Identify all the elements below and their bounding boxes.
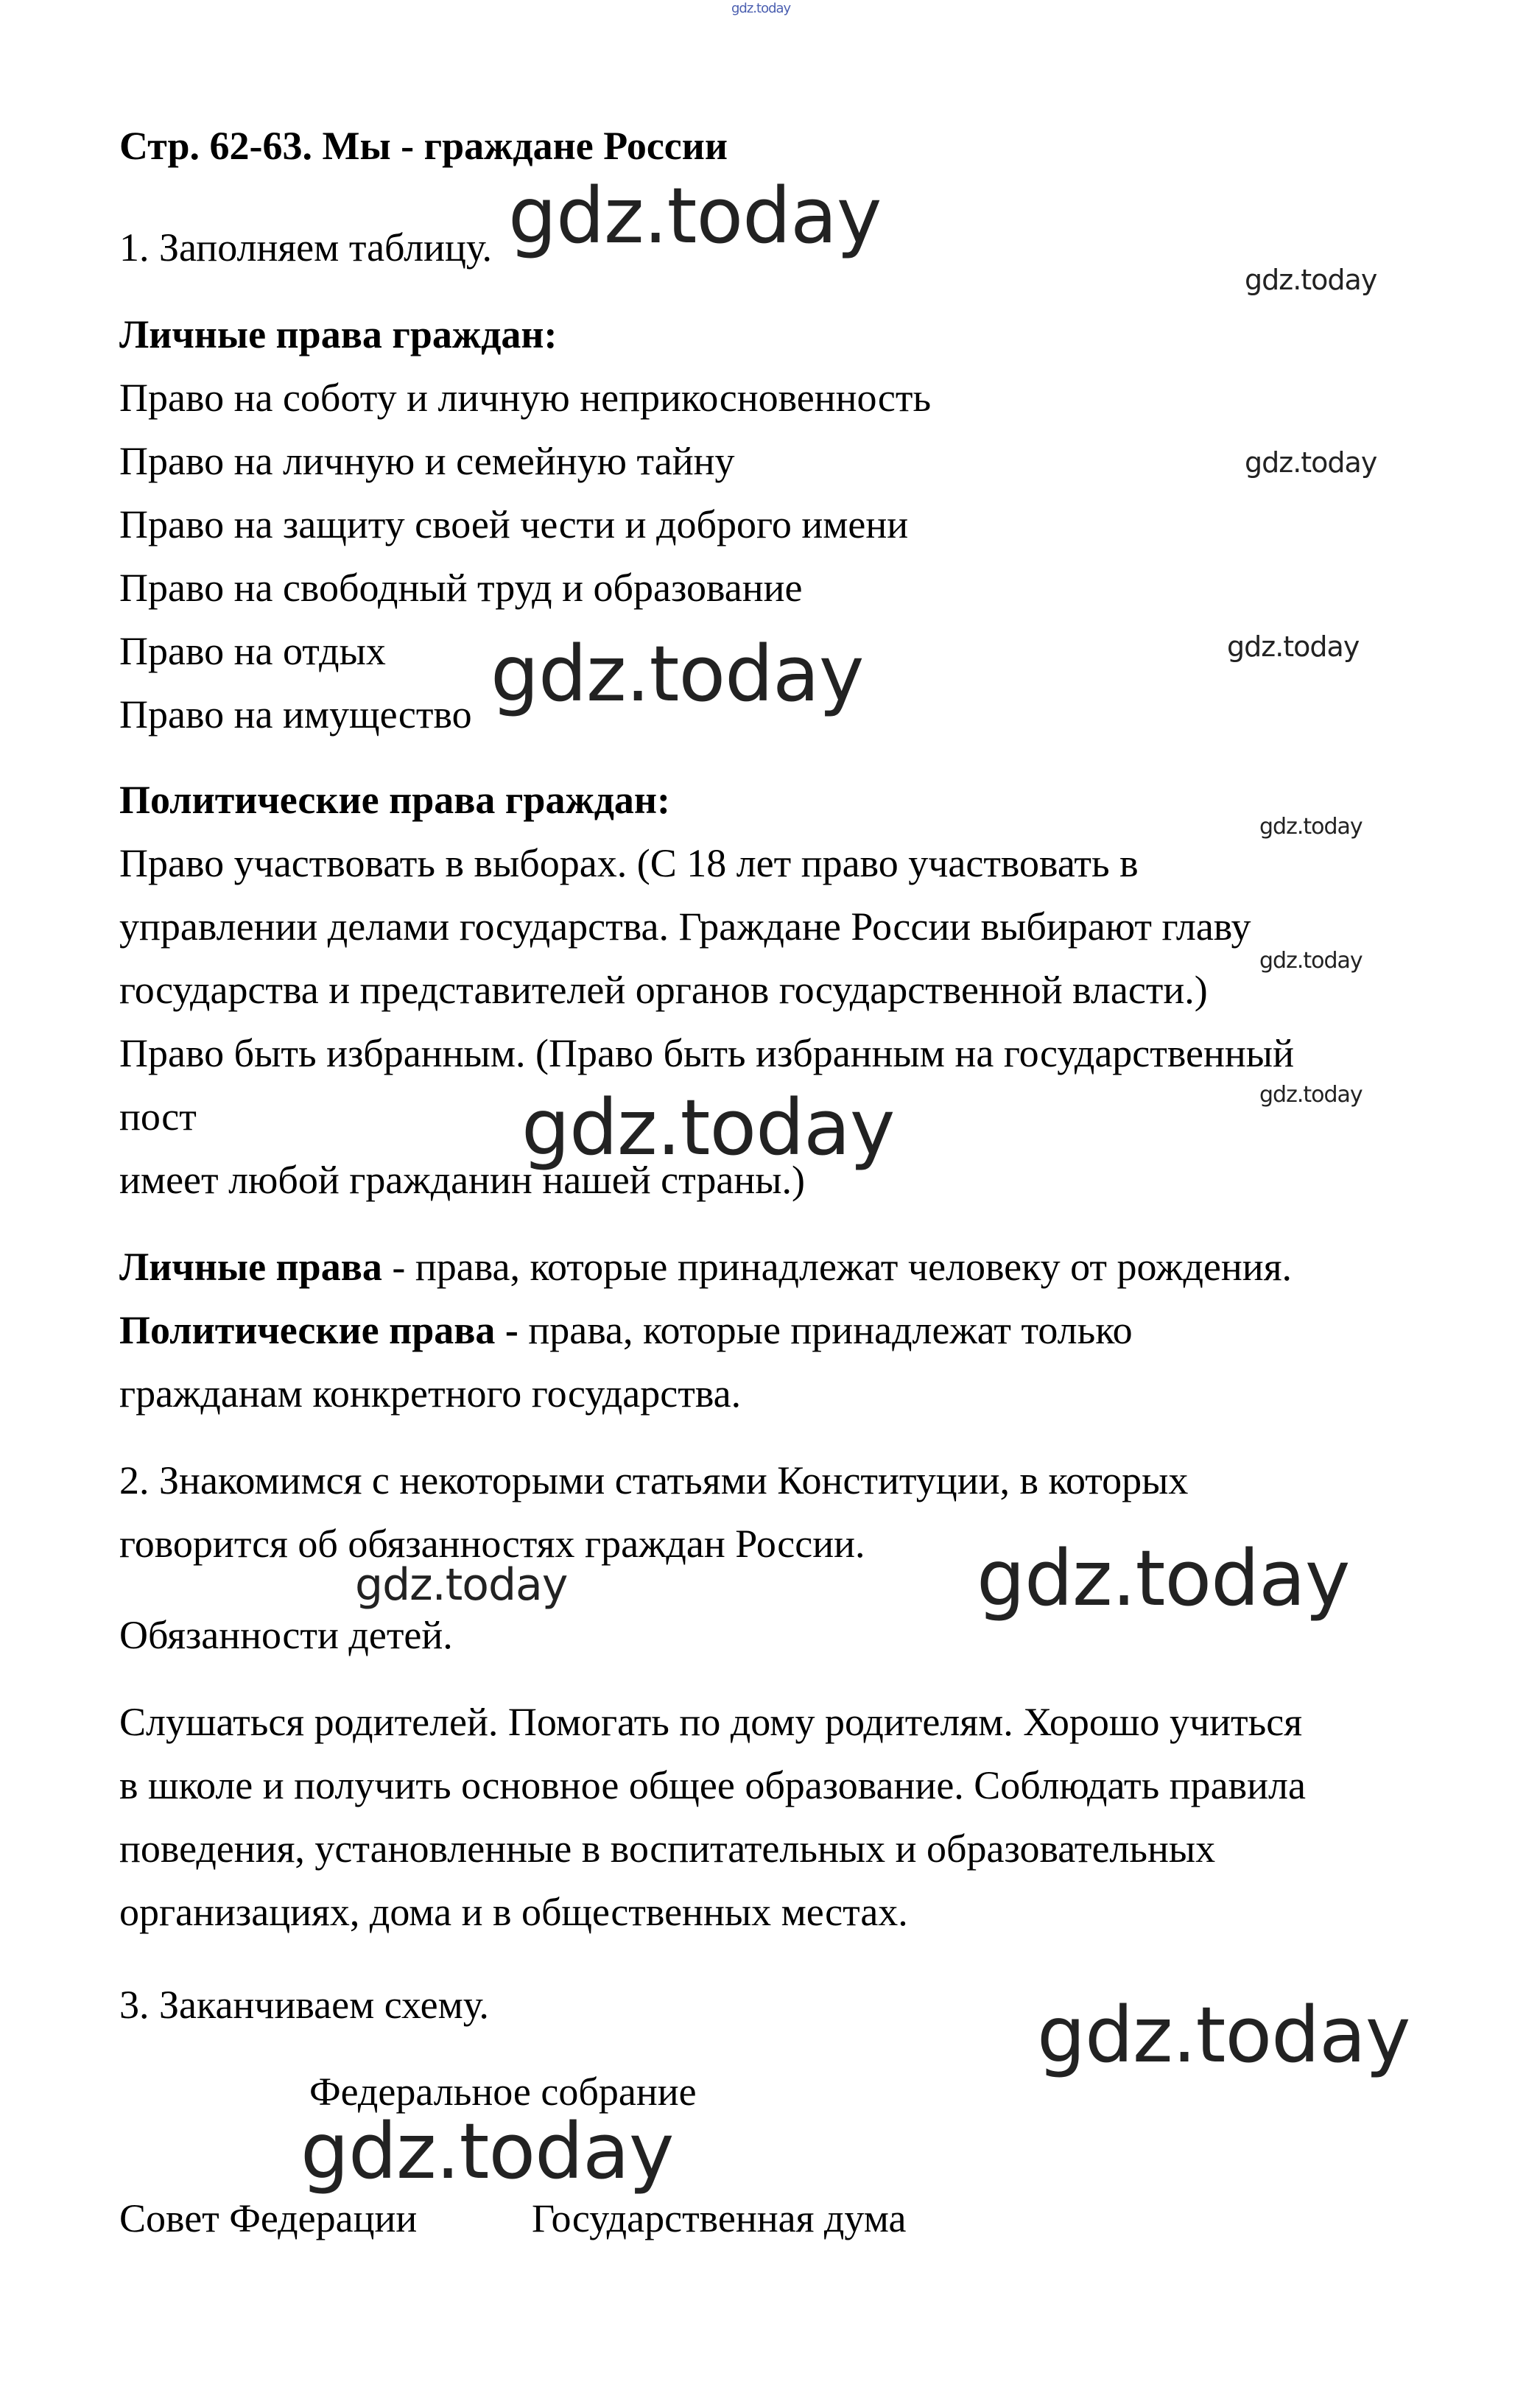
task3-intro: 3. Заканчиваем схему. [119,1983,489,2027]
watermark: gdz.today [1259,1082,1363,1108]
personal-rights-definition [119,1243,1292,1290]
watermark: gdz.today [1259,814,1363,840]
watermark: gdz.today [1245,264,1377,296]
political-rights-line: имеет любой гражданин нашей страны.) [119,1158,805,1202]
watermark: gdz.today [521,1083,895,1173]
definition-term: Личные права [119,1245,382,1289]
task2-intro: говорится об обязанностях граждан России. [119,1522,865,1566]
personal-right-item: Право на свободный труд и образование [119,566,803,610]
task1-intro: 1. Заполняем таблицу. [119,225,493,270]
definition-text: - права, которые принадлежат человеку от рождения. [382,1245,1293,1289]
watermark: gdz.today [977,1533,1350,1623]
personal-right-item: Право на отдых [119,629,386,673]
personal-right-item: Право на имущество [119,692,472,737]
political-rights-line: пост [119,1094,197,1139]
duties-line: Слушаться родителей. Помогать по дому родителям. Хорошо учиться [119,1700,1303,1744]
political-rights-definition-cont: гражданам конкретного государства. [119,1371,742,1416]
duties-heading: Обязанности детей. [119,1613,453,1657]
watermark-top: gdz.today [731,1,791,16]
definition-text: права, которые принадлежат только [518,1308,1133,1352]
political-rights-line: управлении делами государства. Граждане России выбирают главу [119,904,1251,949]
personal-right-item: Право на соботу и личную неприкосновенность [119,376,932,420]
personal-right-item: Право на личную и семейную тайну [119,439,735,483]
definition-term: Политические права - [119,1308,518,1352]
scheme-state-duma: Государственная дума [532,2196,907,2240]
watermark: gdz.today [1227,630,1360,663]
personal-right-item: Право на защиту своей чести и доброго имени [119,502,909,546]
watermark: gdz.today [1037,1990,1410,2080]
watermark: gdz.today [300,2106,674,2196]
watermark: gdz.today [355,1559,568,1611]
scheme-federal-assembly: Федеральное собрание [309,2070,697,2114]
duties-line: поведения, установленные в воспитательных и образовательных [119,1827,1216,1871]
scheme-federation-council: Совет Федерации [119,2196,418,2240]
personal-rights-heading: Личные права граждан: [119,312,558,356]
task2-intro: 2. Знакомимся с некоторыми статьями Конституции, в которых [119,1458,1189,1502]
political-rights-heading: Политические права граждан: [119,778,671,822]
page-title: Стр. 62-63. Мы - граждане России [119,124,728,168]
watermark: gdz.today [1259,948,1363,974]
political-rights-line: государства и представителей органов государственной власти.) [119,968,1208,1012]
duties-line: в школе и получить основное общее образование. Соблюдать правила [119,1763,1306,1807]
watermark: gdz.today [1245,446,1377,479]
watermark: gdz.today [491,629,864,719]
political-rights-line: Право участвовать в выборах. (С 18 лет право участвовать в [119,841,1139,885]
political-rights-definition [119,1307,1133,1354]
duties-line: организациях, дома и в общественных местах. [119,1890,908,1934]
watermark: gdz.today [508,171,882,261]
political-rights-line: Право быть избранным. (Право быть избранным на государственный [119,1031,1294,1075]
